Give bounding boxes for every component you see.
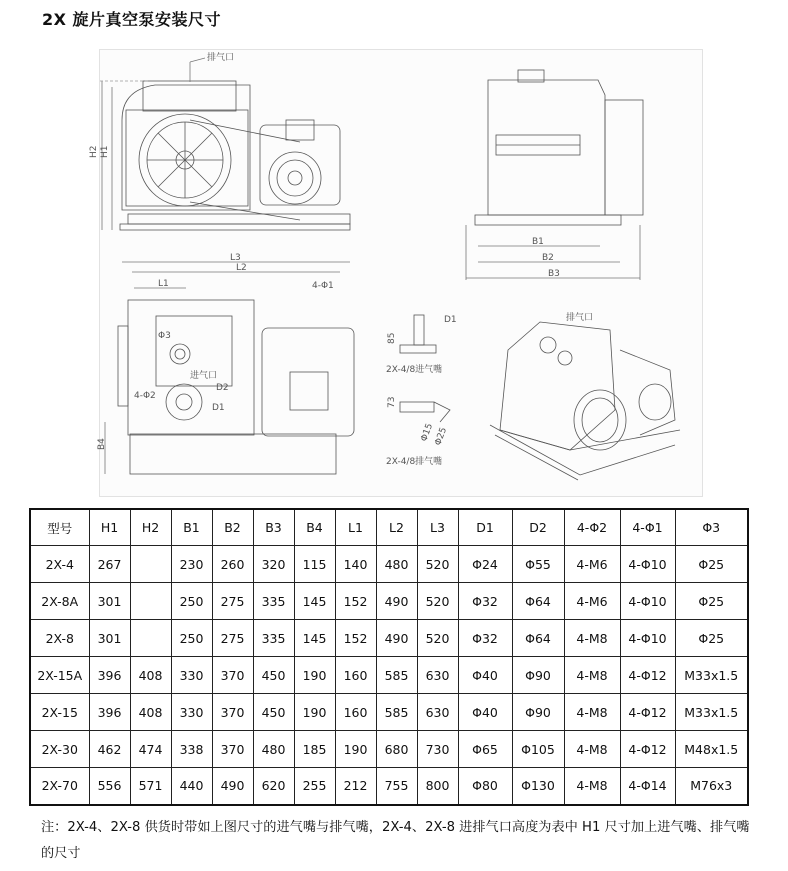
table-cell: 408: [130, 657, 171, 694]
table-cell: 4-M8: [564, 768, 620, 805]
table-cell: Φ32: [458, 620, 512, 657]
table-cell: 480: [376, 546, 417, 583]
column-header: L1: [335, 509, 376, 546]
table-cell: M48x1.5: [675, 731, 748, 768]
drawing-svg: [89, 50, 702, 496]
column-header: D2: [512, 509, 564, 546]
table-cell: 440: [171, 768, 212, 805]
table-cell: 4-Φ14: [620, 768, 675, 805]
table-cell: Φ25: [675, 620, 748, 657]
table-cell: 160: [335, 694, 376, 731]
table-cell: 160: [335, 657, 376, 694]
table-cell: 4-Φ10: [620, 620, 675, 657]
column-header: B3: [253, 509, 294, 546]
dim-85-label: 85: [387, 332, 397, 344]
table-cell: 320: [253, 546, 294, 583]
intake-nozzle-label: 2X-4/8进气嘴: [386, 365, 443, 375]
table-cell: 630: [417, 657, 458, 694]
table-cell: 680: [376, 731, 417, 768]
iso-exhaust-label: 排气口: [566, 313, 594, 323]
phi3-label: Φ3: [158, 331, 171, 341]
table-header-row: [30, 509, 748, 546]
table-cell: 450: [253, 694, 294, 731]
table-cell: Φ25: [675, 583, 748, 620]
table-cell: 4-Φ10: [620, 546, 675, 583]
column-header: 型号: [30, 509, 89, 546]
table-cell: 140: [335, 546, 376, 583]
table-cell: Φ80: [458, 768, 512, 805]
table-cell: 4-Φ12: [620, 694, 675, 731]
exhaust-nozzle-label: 2X-4/8排气嘴: [386, 457, 443, 467]
table-cell: 450: [253, 657, 294, 694]
table-cell: 370: [212, 731, 253, 768]
table-cell: 4-M8: [564, 731, 620, 768]
table-cell: 408: [130, 694, 171, 731]
l3-label: L3: [230, 253, 241, 263]
table-cell: 520: [417, 583, 458, 620]
table-cell: 267: [89, 546, 130, 583]
table-row: [30, 583, 748, 620]
table-cell: Φ32: [458, 583, 512, 620]
table-cell: 115: [294, 546, 335, 583]
model-cell: 2X-8: [30, 620, 89, 657]
table-cell: 620: [253, 768, 294, 805]
phi15-label: Φ15: [419, 422, 436, 444]
hole-4phi1-label: 4-Φ1: [312, 281, 334, 291]
column-header: H2: [130, 509, 171, 546]
table-cell: 755: [376, 768, 417, 805]
table-cell: 145: [294, 583, 335, 620]
table-row: [30, 768, 748, 805]
table-cell: [130, 620, 171, 657]
table-cell: 190: [294, 694, 335, 731]
table-cell: [130, 546, 171, 583]
dimension-table: [29, 508, 749, 806]
table-row: [30, 546, 748, 583]
table-cell: 335: [253, 583, 294, 620]
table-cell: Φ90: [512, 657, 564, 694]
column-header: B2: [212, 509, 253, 546]
table-cell: 190: [294, 657, 335, 694]
table-cell: 370: [212, 694, 253, 731]
table-cell: 4-M8: [564, 694, 620, 731]
table-cell: 520: [417, 620, 458, 657]
table-cell: Φ130: [512, 768, 564, 805]
table-cell: 255: [294, 768, 335, 805]
table-cell: 396: [89, 694, 130, 731]
table-cell: 4-M8: [564, 620, 620, 657]
table-cell: 275: [212, 583, 253, 620]
model-cell: 2X-30: [30, 731, 89, 768]
table-cell: M33x1.5: [675, 657, 748, 694]
column-header: D1: [458, 509, 512, 546]
table-cell: 330: [171, 694, 212, 731]
table-cell: Φ64: [512, 620, 564, 657]
column-header: L3: [417, 509, 458, 546]
table-cell: 212: [335, 768, 376, 805]
table-cell: 250: [171, 583, 212, 620]
model-cell: 2X-15A: [30, 657, 89, 694]
model-cell: 2X-15: [30, 694, 89, 731]
table-cell: Φ64: [512, 583, 564, 620]
table-cell: 462: [89, 731, 130, 768]
table-cell: 556: [89, 768, 130, 805]
front-view: [100, 58, 350, 230]
column-header: Φ3: [675, 509, 748, 546]
d2-label: D2: [216, 383, 229, 393]
isometric-view: [490, 322, 680, 480]
table-cell: 490: [376, 583, 417, 620]
table-cell: 571: [130, 768, 171, 805]
table-cell: 275: [212, 620, 253, 657]
table-cell: Φ40: [458, 657, 512, 694]
table-cell: Φ90: [512, 694, 564, 731]
table-cell: 585: [376, 657, 417, 694]
table-cell: 800: [417, 768, 458, 805]
table-cell: 585: [376, 694, 417, 731]
table-cell: Φ25: [675, 546, 748, 583]
table-cell: 145: [294, 620, 335, 657]
table-cell: 338: [171, 731, 212, 768]
table-row: [30, 731, 748, 768]
installation-drawing: [89, 49, 703, 497]
table-cell: Φ55: [512, 546, 564, 583]
table-cell: Φ24: [458, 546, 512, 583]
table-row: [30, 657, 748, 694]
table-cell: 301: [89, 583, 130, 620]
h2-label: H2: [89, 145, 99, 158]
l1-label: L1: [158, 279, 169, 289]
table-cell: 520: [417, 546, 458, 583]
table-cell: [130, 583, 171, 620]
table-cell: 730: [417, 731, 458, 768]
model-cell: 2X-8A: [30, 583, 89, 620]
column-header: B4: [294, 509, 335, 546]
table-cell: 330: [171, 657, 212, 694]
table-cell: 490: [212, 768, 253, 805]
table-cell: 4-M6: [564, 546, 620, 583]
column-header: L2: [376, 509, 417, 546]
b3-label: B3: [548, 269, 560, 279]
model-cell: 2X-4: [30, 546, 89, 583]
table-cell: Φ105: [512, 731, 564, 768]
model-cell: 2X-70: [30, 768, 89, 805]
b2-label: B2: [542, 253, 554, 263]
column-header: 4-Φ2: [564, 509, 620, 546]
phi25-label: Φ25: [433, 426, 450, 448]
side-view: [466, 70, 643, 280]
l2-label: L2: [236, 263, 247, 273]
table-cell: 480: [253, 731, 294, 768]
table-cell: 152: [335, 620, 376, 657]
table-cell: 4-M6: [564, 583, 620, 620]
table-cell: 301: [89, 620, 130, 657]
intake-port-label: 进气口: [190, 371, 218, 381]
table-cell: 4-Φ12: [620, 657, 675, 694]
plan-view: [105, 262, 354, 474]
table-cell: 335: [253, 620, 294, 657]
h1-label: H1: [100, 145, 110, 158]
table-cell: 490: [376, 620, 417, 657]
table-cell: 4-M8: [564, 657, 620, 694]
column-header: 4-Φ1: [620, 509, 675, 546]
table-cell: 250: [171, 620, 212, 657]
table-cell: 260: [212, 546, 253, 583]
hole-4phi2-label: 4-Φ2: [134, 391, 156, 401]
table-cell: 4-Φ10: [620, 583, 675, 620]
exhaust-port-label: 排气口: [207, 53, 235, 63]
page-title: 2X 旋片真空泵安装尺寸: [42, 10, 222, 29]
b1-label: B1: [532, 237, 544, 247]
table-cell: 230: [171, 546, 212, 583]
table-cell: M76x3: [675, 768, 748, 805]
column-header: H1: [89, 509, 130, 546]
table-cell: 630: [417, 694, 458, 731]
table-cell: Φ65: [458, 731, 512, 768]
table-row: [30, 694, 748, 731]
table-cell: 4-Φ12: [620, 731, 675, 768]
table-cell: 370: [212, 657, 253, 694]
table-cell: 185: [294, 731, 335, 768]
nozzle-d1-label: D1: [444, 315, 457, 325]
table-cell: 396: [89, 657, 130, 694]
table-cell: 152: [335, 583, 376, 620]
table-row: [30, 620, 748, 657]
table-cell: 474: [130, 731, 171, 768]
table-cell: Φ40: [458, 694, 512, 731]
b4-label: B4: [97, 438, 107, 450]
table-cell: 190: [335, 731, 376, 768]
table-cell: M33x1.5: [675, 694, 748, 731]
dim-73-label: 73: [387, 396, 397, 408]
column-header: B1: [171, 509, 212, 546]
footnote: 注：2X-4、2X-8 供货时带如上图尺寸的进气嘴与排气嘴，2X-4、2X-8 进排气口高度为表中 H1 尺寸加上进气嘴、排气嘴的尺寸: [41, 820, 750, 861]
d1-label: D1: [212, 403, 225, 413]
